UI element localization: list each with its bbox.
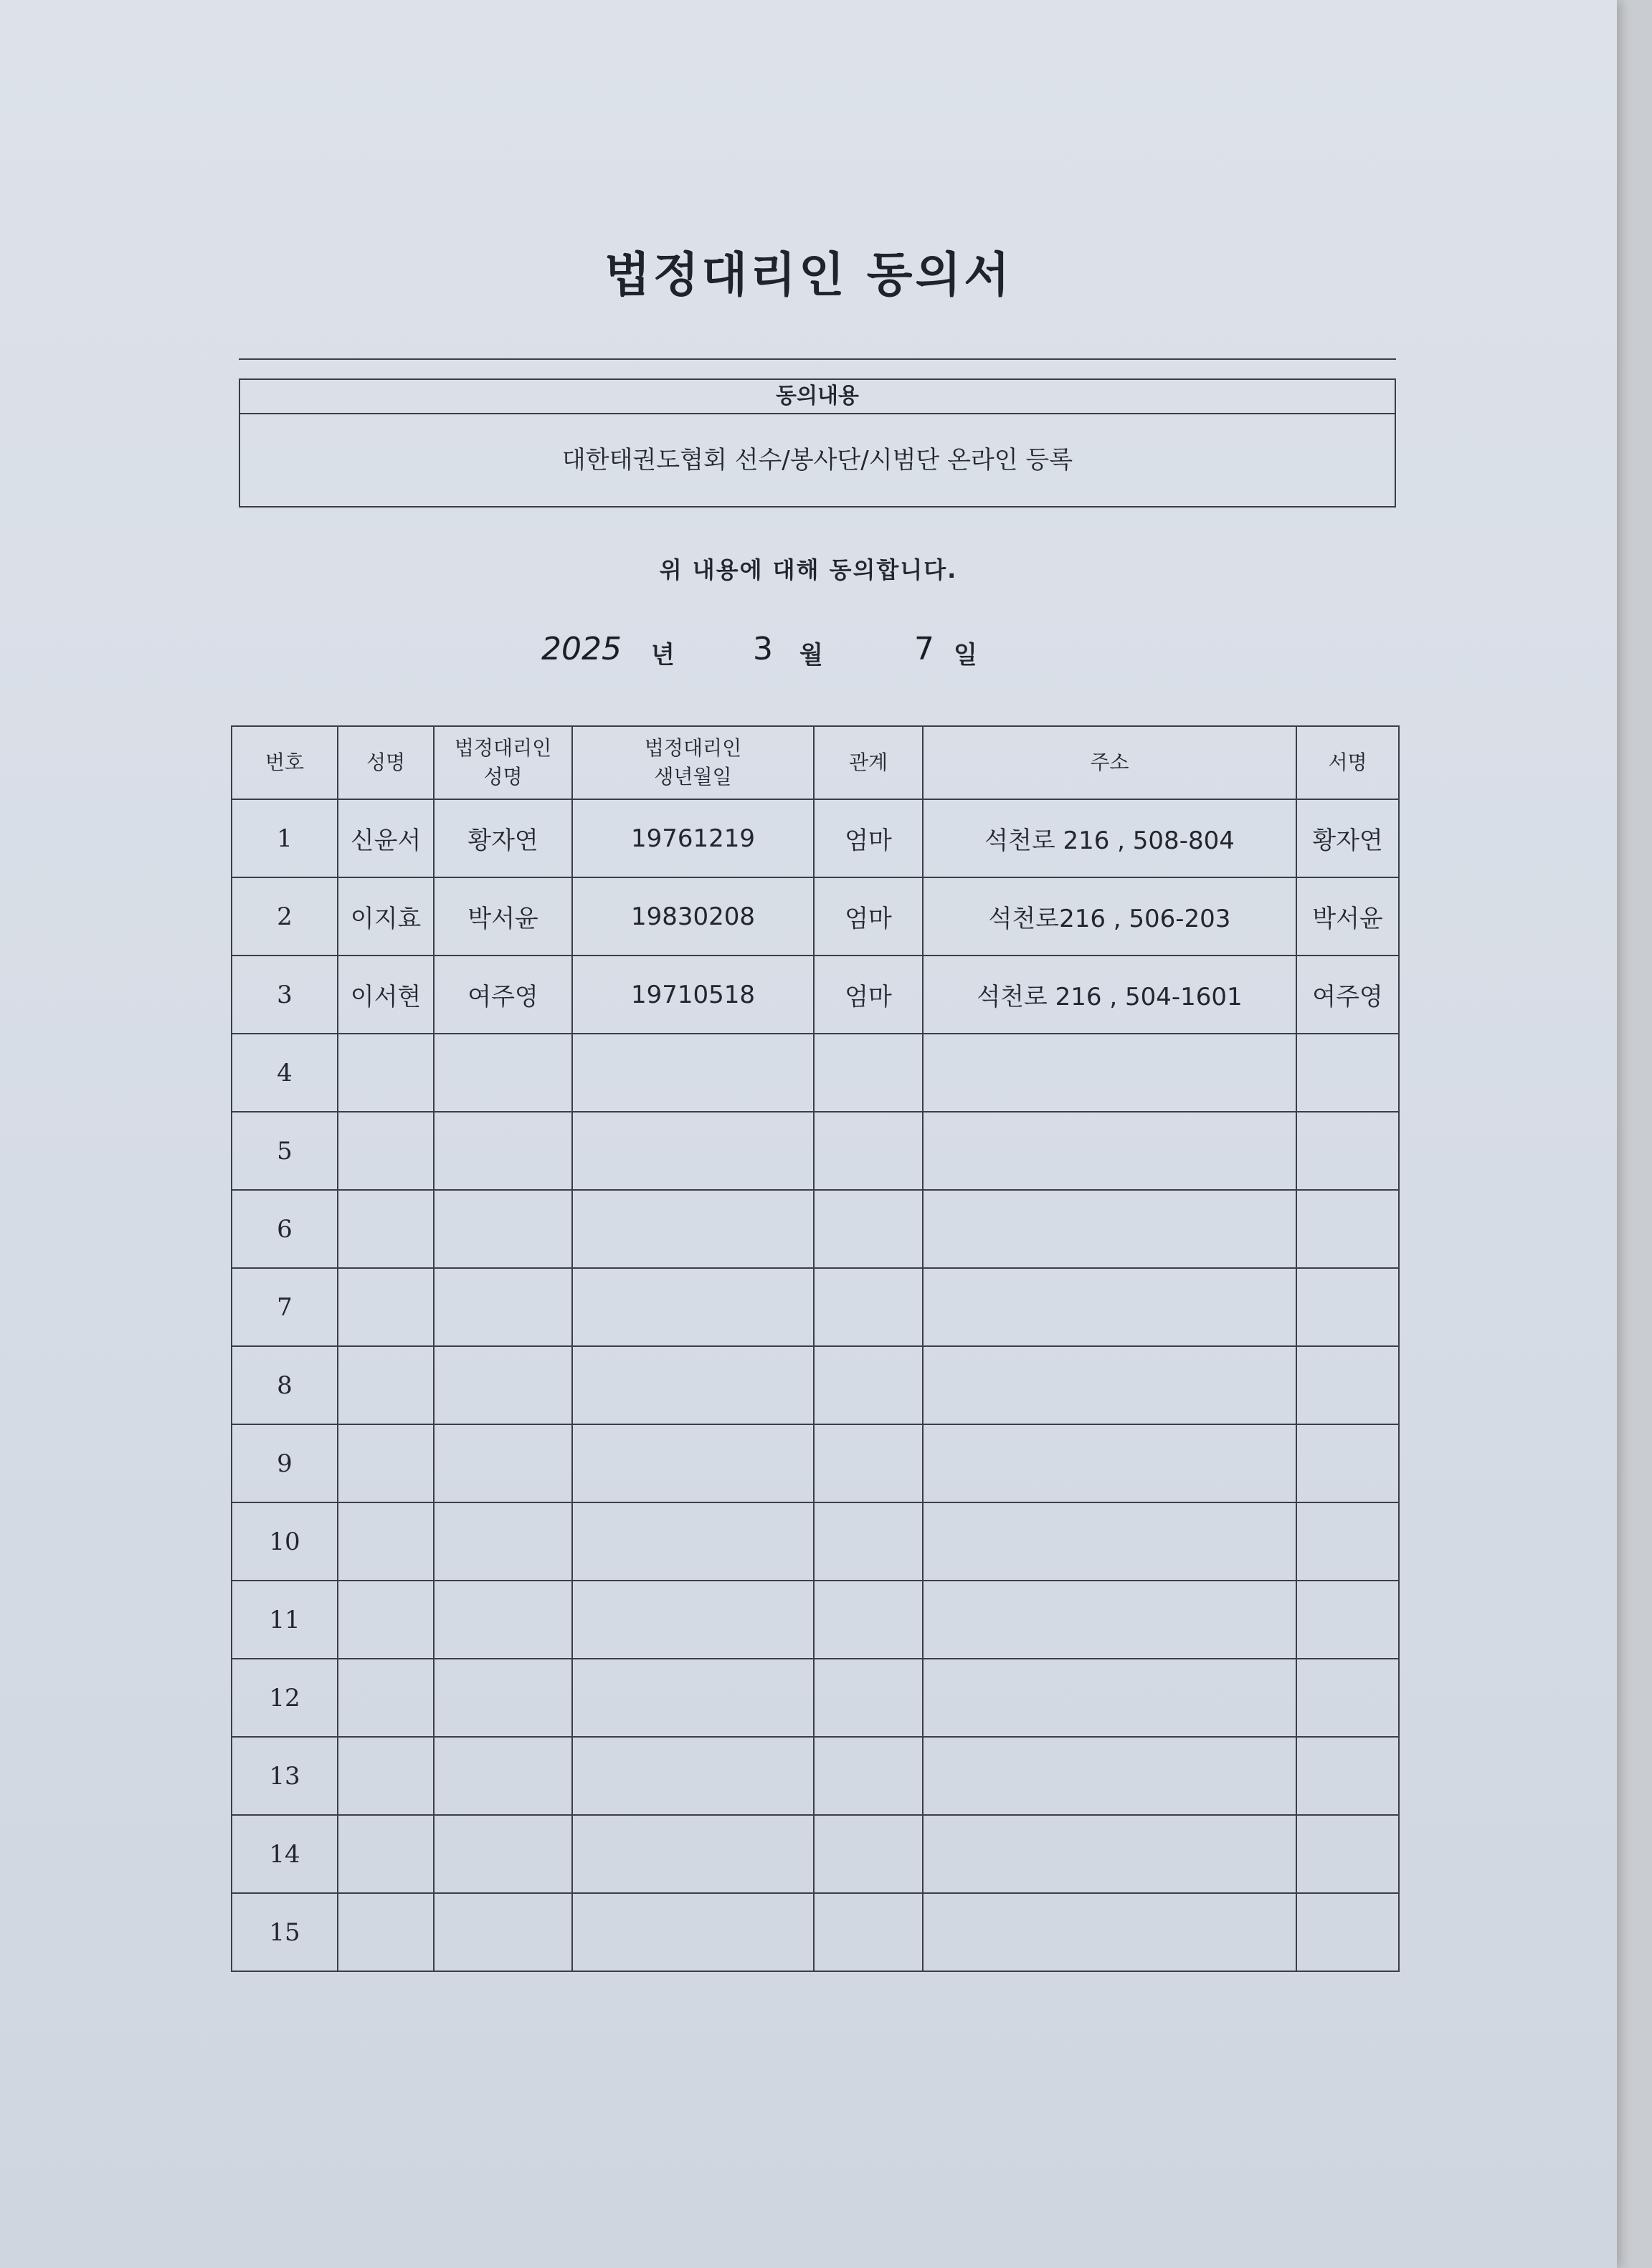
cell-signature — [1296, 1815, 1399, 1893]
page-title: 법정대리인 동의서 — [604, 247, 1013, 302]
cell-address — [923, 1659, 1296, 1737]
date-day-unit: 일 — [954, 641, 977, 670]
cell-guardian-name — [434, 1346, 572, 1424]
cell-guardian-birth — [572, 1424, 814, 1502]
table-row — [232, 1268, 1399, 1346]
table-row — [232, 1893, 1399, 1971]
cell-signature — [1296, 1268, 1399, 1346]
cell-name: 이서현 — [338, 956, 434, 1034]
cell-guardian-name — [434, 1659, 572, 1737]
header-name: 성명 — [338, 726, 434, 799]
cell-name — [338, 1190, 434, 1268]
cell-address — [923, 1190, 1296, 1268]
cell-guardian-birth — [572, 1737, 814, 1815]
cell-address: 석천로 216 , 504-1601 — [923, 956, 1296, 1034]
table-row — [232, 877, 1399, 956]
cell-name — [338, 1112, 434, 1190]
cell-guardian-birth — [572, 1034, 814, 1112]
cell-relation — [814, 1502, 923, 1581]
cell-address — [923, 1893, 1296, 1971]
cell-guardian-birth — [572, 1502, 814, 1581]
table-row — [232, 1034, 1399, 1112]
table-row — [232, 799, 1399, 877]
cell-relation — [814, 1034, 923, 1112]
cell-address — [923, 1424, 1296, 1502]
cell-signature: 황자연 — [1296, 799, 1399, 877]
header-address: 주소 — [923, 726, 1296, 799]
cell-relation — [814, 1424, 923, 1502]
cell-signature — [1296, 1581, 1399, 1659]
header-guardian-name — [434, 726, 572, 799]
date-year: 2025 — [541, 631, 622, 667]
header-relation: 관계 — [814, 726, 923, 799]
table-body — [232, 799, 1399, 1971]
cell-no: 8 — [232, 1346, 338, 1424]
cell-guardian-birth: 19830208 — [572, 877, 814, 956]
cell-address: 석천로 216 , 508-804 — [923, 799, 1296, 877]
cell-guardian-name — [434, 1581, 572, 1659]
cell-name — [338, 1502, 434, 1581]
cell-guardian-name — [434, 1190, 572, 1268]
cell-address — [923, 1268, 1296, 1346]
table-row — [232, 1815, 1399, 1893]
cell-address — [923, 1346, 1296, 1424]
table-row — [232, 956, 1399, 1034]
table-row — [232, 1424, 1399, 1502]
cell-signature: 박서윤 — [1296, 877, 1399, 956]
header-signature: 서명 — [1296, 726, 1399, 799]
cell-relation — [814, 1268, 923, 1346]
cell-address — [923, 1034, 1296, 1112]
header-guardian-name-line2: 성명 — [483, 765, 523, 788]
cell-no: 3 — [232, 956, 338, 1034]
cell-relation: 엄마 — [814, 799, 923, 877]
cell-address: 석천로216 , 506-203 — [923, 877, 1296, 956]
cell-no: 5 — [232, 1112, 338, 1190]
cell-no: 13 — [232, 1737, 338, 1815]
cell-signature — [1296, 1424, 1399, 1502]
cell-relation: 엄마 — [814, 956, 923, 1034]
cell-name — [338, 1659, 434, 1737]
cell-relation — [814, 1893, 923, 1971]
cell-guardian-name — [434, 1893, 572, 1971]
cell-signature — [1296, 1737, 1399, 1815]
cell-no: 10 — [232, 1502, 338, 1581]
table-row — [232, 1190, 1399, 1268]
cell-no: 11 — [232, 1581, 338, 1659]
cell-name — [338, 1737, 434, 1815]
guardian-roster-table — [231, 725, 1400, 1972]
cell-name: 신윤서 — [338, 799, 434, 877]
consent-content-box — [239, 378, 1396, 508]
cell-relation — [814, 1815, 923, 1893]
cell-name: 이지효 — [338, 877, 434, 956]
table-row — [232, 1112, 1399, 1190]
cell-guardian-name: 여주영 — [434, 956, 572, 1034]
cell-relation — [814, 1112, 923, 1190]
table-header-row — [232, 726, 1399, 799]
cell-guardian-name — [434, 1034, 572, 1112]
header-guardian-birth-line2: 생년월일 — [654, 765, 732, 788]
cell-guardian-birth — [572, 1268, 814, 1346]
cell-signature: 여주영 — [1296, 956, 1399, 1034]
cell-signature — [1296, 1659, 1399, 1737]
cell-relation — [814, 1659, 923, 1737]
cell-no: 9 — [232, 1424, 338, 1502]
agree-statement: 위 내용에 대해 동의합니다. — [659, 556, 958, 583]
cell-signature — [1296, 1112, 1399, 1190]
cell-guardian-name: 박서윤 — [434, 877, 572, 956]
cell-guardian-birth — [572, 1581, 814, 1659]
cell-guardian-name — [434, 1737, 572, 1815]
cell-relation — [814, 1737, 923, 1815]
cell-signature — [1296, 1190, 1399, 1268]
header-guardian-name-line1: 법정대리인 — [454, 736, 552, 760]
cell-no: 4 — [232, 1034, 338, 1112]
cell-no: 7 — [232, 1268, 338, 1346]
cell-guardian-birth — [572, 1659, 814, 1737]
cell-guardian-name — [434, 1502, 572, 1581]
cell-name — [338, 1034, 434, 1112]
cell-guardian-birth — [572, 1893, 814, 1971]
cell-relation: 엄마 — [814, 877, 923, 956]
cell-relation — [814, 1581, 923, 1659]
cell-no: 12 — [232, 1659, 338, 1737]
cell-name — [338, 1581, 434, 1659]
cell-guardian-name — [434, 1424, 572, 1502]
cell-name — [338, 1268, 434, 1346]
cell-guardian-birth: 19710518 — [572, 956, 814, 1034]
date-month-unit: 월 — [799, 641, 823, 670]
cell-guardian-birth — [572, 1815, 814, 1893]
header-guardian-birth — [572, 726, 814, 799]
cell-guardian-birth — [572, 1346, 814, 1424]
header-no: 번호 — [232, 726, 338, 799]
cell-guardian-birth — [572, 1112, 814, 1190]
cell-address — [923, 1815, 1296, 1893]
cell-guardian-name: 황자연 — [434, 799, 572, 877]
cell-no: 6 — [232, 1190, 338, 1268]
cell-name — [338, 1815, 434, 1893]
table-row — [232, 1581, 1399, 1659]
cell-address — [923, 1502, 1296, 1581]
cell-signature — [1296, 1502, 1399, 1581]
cell-relation — [814, 1190, 923, 1268]
cell-guardian-birth — [572, 1190, 814, 1268]
cell-guardian-name — [434, 1112, 572, 1190]
consent-body: 대한태권도협회 선수/봉사단/시범단 온라인 등록 — [561, 446, 1073, 475]
cell-name — [338, 1346, 434, 1424]
cell-no: 14 — [232, 1815, 338, 1893]
header-guardian-birth-line1: 법정대리인 — [644, 736, 742, 760]
table-row — [232, 1502, 1399, 1581]
table-row — [232, 1659, 1399, 1737]
table-row — [232, 1346, 1399, 1424]
consent-header: 동의내용 — [240, 380, 1395, 414]
consent-box-top-border — [239, 358, 1396, 360]
cell-address — [923, 1112, 1296, 1190]
cell-address — [923, 1737, 1296, 1815]
cell-name — [338, 1893, 434, 1971]
cell-guardian-name — [434, 1815, 572, 1893]
date-year-unit: 년 — [651, 641, 675, 670]
cell-no: 15 — [232, 1893, 338, 1971]
cell-signature — [1296, 1034, 1399, 1112]
cell-name — [338, 1424, 434, 1502]
cell-relation — [814, 1346, 923, 1424]
date-month: 3 — [753, 631, 773, 667]
date-day: 7 — [914, 631, 934, 667]
cell-no: 2 — [232, 877, 338, 956]
cell-guardian-birth: 19761219 — [572, 799, 814, 877]
cell-guardian-name — [434, 1268, 572, 1346]
cell-no: 1 — [232, 799, 338, 877]
cell-signature — [1296, 1893, 1399, 1971]
date-row — [0, 631, 1617, 688]
cell-signature — [1296, 1346, 1399, 1424]
cell-address — [923, 1581, 1296, 1659]
table-row — [232, 1737, 1399, 1815]
